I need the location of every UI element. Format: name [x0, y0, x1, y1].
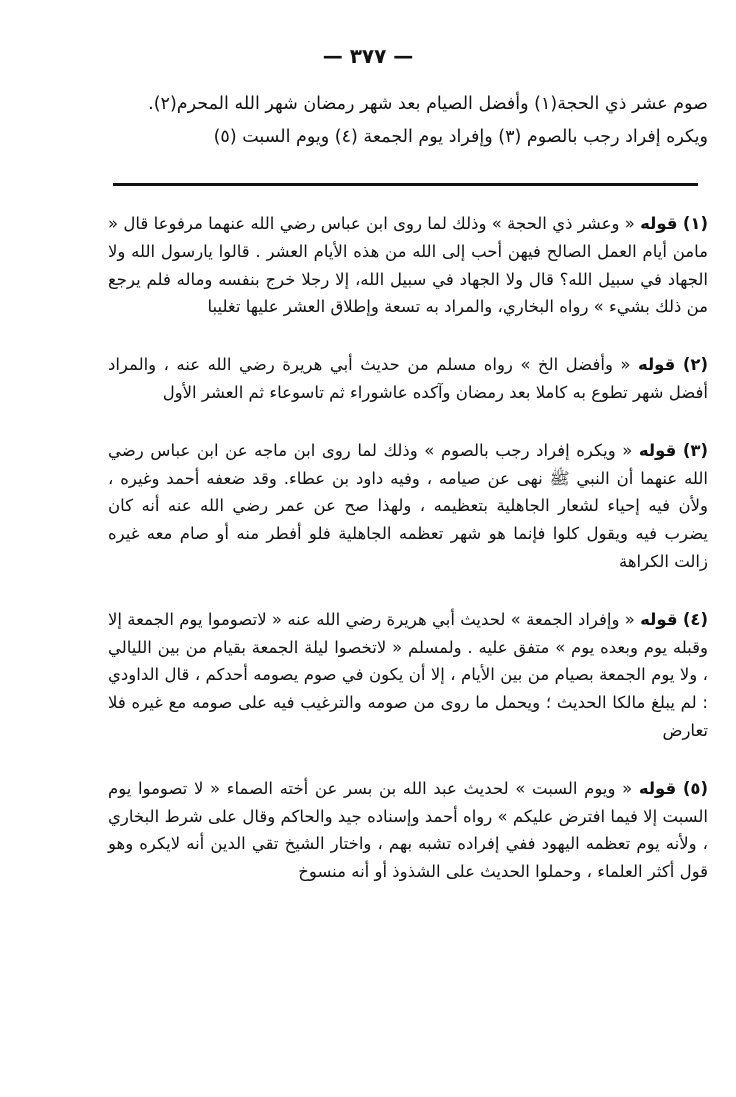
footnote-2	[108, 351, 708, 407]
footnote-1	[108, 210, 708, 321]
footnote-keyword: قوله	[638, 778, 677, 798]
footnote-text: « وأفضل الخ » رواه مسلم من حديث أبي هريرة رضي الله عنه ، والمراد أفضل شهر تطوع به كاملا بعد رمضان وآكده عاشوراء ثم تاسوعاء ثم العشر الأول	[108, 355, 708, 402]
footnote-number: (٥)	[682, 778, 708, 798]
footnote-keyword: قوله	[640, 609, 678, 629]
footnote-text: « وإفراد الجمعة » لحديث أبي هريرة رضي الله عنه « لاتصوموا يوم الجمعة إلا وقبله يوم وبعده يوم » متفق عليه . ولمسلم « لاتخصوا ليلة الجمعة بقيام من بين الليالي ، ولا يوم الجمعة بصيام من بين الأيام ، إلا أن يكون في صوم يصومه أحدكم ، قال الداودي : لم يبلغ مالكا الحديث ؛ ويحمل ما روى من صومه والترغيب فيه على صومه مع غيره فلا تعارض	[108, 609, 708, 740]
footnote-keyword: قوله	[640, 214, 678, 233]
footnote-text: « ويوم السبت » لحديث عبد الله بن بسر عن أخته الصماء « لا تصوموا يوم السبت إلا فيما افترض عليكم » رواه أحمد وإسناده جيد والحاكم وقال على شرط البخاري ، ولأنه يوم تعظمه اليهود ففي إفراده تشبه بهم ، واختار الشيخ تقي الدين أنه لايكره وهو قول أكثر العلماء ، وحملوا الحديث على الشذوذ أو أنه منسوخ	[108, 778, 708, 882]
footnote-3	[108, 437, 708, 576]
footnote-text: « ويكره إفراد رجب بالصوم » وذلك لما روى ابن ماجه عن ابن عباس رضي الله عنهما أن النبي ﷺ نهى عن صيامه ، وفيه داود بن عطاء. وقد ضعفه أحمد وغيره ، ولأن فيه إحياء لشعار الجاهلية بتعظيمه ، ولهذا صح عن عمر رضي الله عنه أنه كان يضرب فيه ويقول كلوا فإنما هو شهر تعظمه الجاهلية فلو أفطر منه أو صام معه غيره زالت الكراهة	[108, 440, 708, 571]
footnote-keyword: قوله	[638, 440, 677, 460]
footnote-number: (١)	[682, 214, 708, 233]
footnote-number: (٢)	[682, 355, 708, 375]
footnote-4	[108, 606, 708, 745]
footnote-keyword: قوله	[637, 355, 676, 375]
page-number: — ٣٧٧ —	[322, 44, 414, 68]
footnote-number: (٣)	[682, 440, 709, 460]
main-text-line: ويكره إفراد رجب بالصوم (٣) وإفراد يوم الجمعة (٤) ويوم السبت (٥)	[213, 127, 708, 147]
footnote-number: (٤)	[682, 609, 709, 629]
footnote-separator	[113, 183, 698, 186]
footnote-text: « وعشر ذي الحجة » وذلك لما روى ابن عباس رضي الله عنهما مرفوعا قال « مامن أيام العمل الصالح فيهن أحب إلى الله من هذه الأيام العشر . قالوا يارسول الله ولا الجهاد في سبيل الله؟ قال ولا الجهاد في سبيل الله، إلا رجلا خرج بنفسه وماله فلم يرجع من ذلك بشيء » رواه البخاري، والمراد به تسعة وإطلاق العشر عليها تغليبا	[108, 214, 708, 317]
main-text-line: صوم عشر ذي الحجة(١) وأفضل الصيام بعد شهر رمضان شهر الله المحرم(٢).	[148, 94, 708, 114]
main-text	[108, 88, 708, 154]
footnote-5	[108, 775, 708, 886]
footnotes	[108, 210, 708, 916]
